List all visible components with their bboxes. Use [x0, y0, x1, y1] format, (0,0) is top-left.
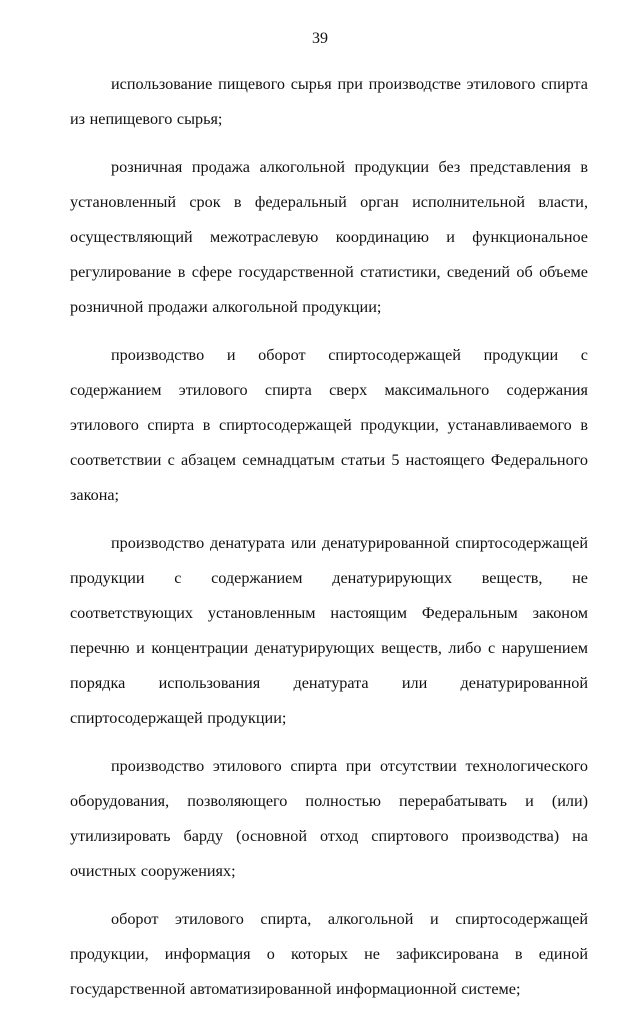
paragraph-2: розничная продажа алкогольной продукции без представления в установленный срок в федеральный орган исполнительной власти, осуществляющий межотраслевую координацию и функциональное регулирование в сфере государственной статистики, сведений об объеме розничной продажи алкогольной продукции;: [70, 158, 588, 316]
paragraph-6: оборот этилового спирта, алкогольной и спиртосодержащей продукции, информация о которых не зафиксирована в единой государственной автоматизированной информационной системе;: [70, 910, 588, 998]
paragraph-3: производство и оборот спиртосодержащей продукции с содержанием этилового спирта сверх максимального содержания этилового спирта в спиртосодержащей продукции, устанавливаемого в соответствии с абзацем семнадцатым статьи 5 настоящего Федерального закона;: [70, 346, 588, 504]
document-body: [70, 67, 588, 1020]
page-number: 39: [312, 30, 328, 47]
paragraph-5: производство этилового спирта при отсутствии технологического оборудования, позволяющего полностью перерабатывать и (или) утилизировать барду (основной отход спиртового производства) на очистных сооружениях;: [70, 757, 588, 880]
paragraph-1: использование пищевого сырья при производстве этилового спирта из непищевого сырья;: [70, 75, 588, 128]
paragraph-4: производство денатурата или денатурированной спиртосодержащей продукции с содержанием денатурирующих веществ, не соответствующих установленным настоящим Федеральным законом перечню и концентрации денатурирующих веществ, либо с нарушением порядка использования денатурата или денатурированной спиртосодержащей продукции;: [70, 534, 588, 727]
